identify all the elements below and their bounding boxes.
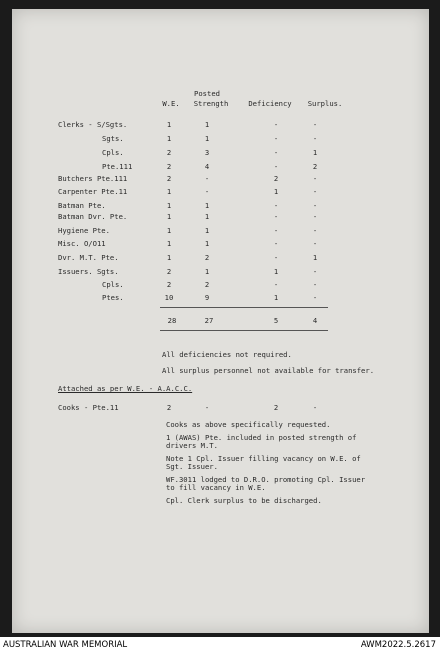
row-we: 1 xyxy=(166,253,172,262)
row-posted: 2 xyxy=(204,253,210,262)
row-label: Pte.111 xyxy=(102,162,133,171)
row-we: 1 xyxy=(166,201,172,210)
row-surplus: 1 xyxy=(312,148,318,157)
row-deficiency: - xyxy=(273,201,279,210)
row-we: 2 xyxy=(166,267,172,276)
attached-deficiency: 2 xyxy=(273,403,279,412)
row-deficiency: - xyxy=(273,148,279,157)
row-surplus: - xyxy=(312,267,318,276)
header-posted-line1: Posted xyxy=(194,89,220,98)
archive-footer xyxy=(0,637,440,653)
row-label: Sgts. xyxy=(102,134,124,143)
remark-awas-line1: 1 (AWAS) Pte. included in posted strength of xyxy=(166,433,357,442)
row-label: Butchers Pte.111 xyxy=(58,174,128,183)
row-deficiency: - xyxy=(273,120,279,129)
row-deficiency: 1 xyxy=(273,267,279,276)
row-surplus: - xyxy=(312,120,318,129)
total-deficiency: 5 xyxy=(273,316,279,325)
row-deficiency: - xyxy=(273,280,279,289)
header-deficiency: Deficiency xyxy=(248,99,292,108)
row-we: 1 xyxy=(166,226,172,235)
row-surplus: - xyxy=(312,226,318,235)
row-label: Batman Dvr. Pte. xyxy=(58,212,128,221)
row-posted: 1 xyxy=(204,267,210,276)
row-posted: 1 xyxy=(204,134,210,143)
row-we: 2 xyxy=(166,280,172,289)
remark-discharge: Cpl. Clerk surplus to be discharged. xyxy=(166,496,322,505)
row-surplus: 1 xyxy=(312,253,318,262)
row-posted: - xyxy=(204,174,210,183)
remark-cooks: Cooks as above specifically requested. xyxy=(166,420,331,429)
row-posted: 2 xyxy=(204,280,210,289)
row-label: Carpenter Pte.11 xyxy=(58,187,128,196)
row-label: Hygiene Pte. xyxy=(58,226,110,235)
header-we: W.E. xyxy=(162,99,180,108)
row-deficiency: 1 xyxy=(273,187,279,196)
row-posted: 4 xyxy=(204,162,210,171)
row-surplus: - xyxy=(312,239,318,248)
row-deficiency: - xyxy=(273,162,279,171)
row-surplus: - xyxy=(312,174,318,183)
row-surplus: - xyxy=(312,280,318,289)
row-we: 1 xyxy=(166,187,172,196)
note-surplus: All surplus personnel not available for transfer. xyxy=(162,366,375,375)
row-posted: 1 xyxy=(204,120,210,129)
remark-note-line2: Sgt. Issuer. xyxy=(166,462,218,471)
attached-heading: Attached as per W.E. - A.A.C.C. xyxy=(58,384,193,393)
row-surplus: 2 xyxy=(312,162,318,171)
header-surplus: Surplus. xyxy=(307,99,343,108)
row-we: 2 xyxy=(166,162,172,171)
remark-note-line1: Note 1 Cpl. Issuer filling vacancy on W.E. of xyxy=(166,454,361,463)
total-posted: 27 xyxy=(204,316,214,325)
row-posted: 1 xyxy=(204,239,210,248)
footer-institution: AUSTRALIAN WAR MEMORIAL xyxy=(3,640,128,650)
row-we: 2 xyxy=(166,174,172,183)
attached-we: 2 xyxy=(166,403,172,412)
row-label: Batman Pte. xyxy=(58,201,106,210)
row-we: 1 xyxy=(166,212,172,221)
row-surplus: - xyxy=(312,201,318,210)
row-posted: 1 xyxy=(204,212,210,221)
row-label: Dvr. M.T. Pte. xyxy=(58,253,119,262)
total-we: 28 xyxy=(167,316,177,325)
row-we: 1 xyxy=(166,120,172,129)
row-we: 10 xyxy=(164,293,174,302)
row-posted: 9 xyxy=(204,293,210,302)
totals-top-rule xyxy=(160,307,328,308)
header-posted-line2: Strength xyxy=(193,99,229,108)
attached-surplus: - xyxy=(312,403,318,412)
row-deficiency: - xyxy=(273,226,279,235)
row-we: 2 xyxy=(166,148,172,157)
row-label: Cpls. xyxy=(102,280,124,289)
row-deficiency: 1 xyxy=(273,293,279,302)
row-posted: 1 xyxy=(204,201,210,210)
row-posted: 1 xyxy=(204,226,210,235)
remark-wf-line2: to fill vacancy in W.E. xyxy=(166,483,266,492)
row-deficiency: - xyxy=(273,212,279,221)
row-posted: - xyxy=(204,187,210,196)
row-label: Issuers. Sgts. xyxy=(58,267,119,276)
row-deficiency: 2 xyxy=(273,174,279,183)
row-we: 1 xyxy=(166,134,172,143)
row-deficiency: - xyxy=(273,253,279,262)
row-label: Cpls. xyxy=(102,148,124,157)
remark-wf-line1: WF.3011 lodged to D.R.O. promoting Cpl. Issuer xyxy=(166,475,366,484)
row-surplus: - xyxy=(312,187,318,196)
row-label: Misc. O/O11 xyxy=(58,239,106,248)
note-deficiencies: All deficiencies not required. xyxy=(162,350,292,359)
totals-bottom-rule xyxy=(160,330,328,331)
attached-posted: - xyxy=(204,403,210,412)
attached-label: Cooks - Pte.11 xyxy=(58,403,119,412)
row-surplus: - xyxy=(312,212,318,221)
row-surplus: - xyxy=(312,134,318,143)
row-deficiency: - xyxy=(273,134,279,143)
row-surplus: - xyxy=(312,293,318,302)
total-surplus: 4 xyxy=(312,316,318,325)
row-label: Clerks - S/Sgts. xyxy=(58,120,128,129)
footer-reference: AWM2022.5.2617 xyxy=(360,640,436,650)
row-deficiency: - xyxy=(273,239,279,248)
row-we: 1 xyxy=(166,239,172,248)
remark-awas-line2: drivers M.T. xyxy=(166,441,218,450)
row-posted: 3 xyxy=(204,148,210,157)
row-label: Ptes. xyxy=(102,293,124,302)
